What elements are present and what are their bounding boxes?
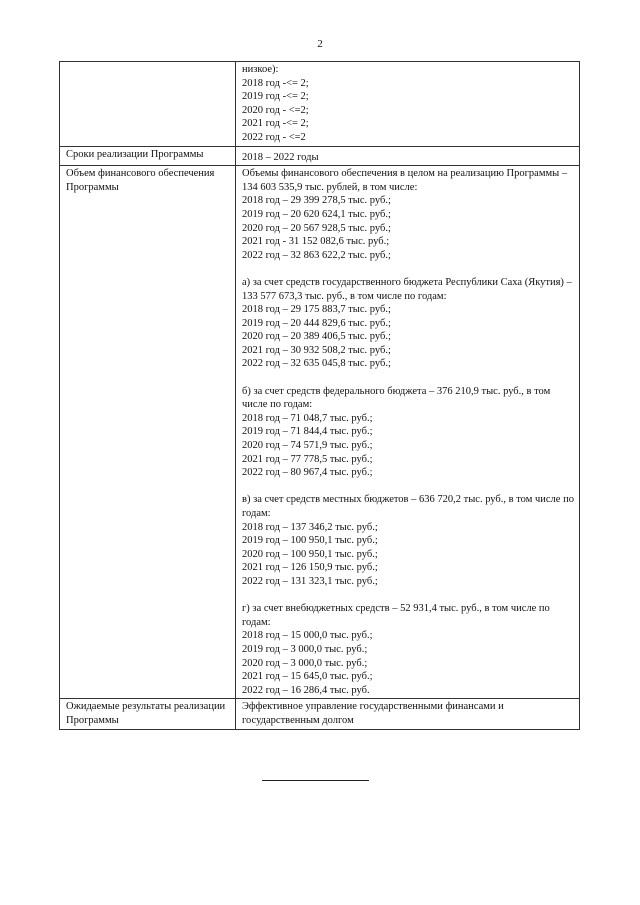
funding-state-year: 2020 год – 20 389 406,5 тыс. руб.; bbox=[242, 331, 391, 343]
funding-federal-year: 2020 год – 74 571,9 тыс. руб.; bbox=[242, 440, 373, 452]
results-value: Эффективное управление государственными финансами и государственным долгом bbox=[242, 701, 504, 726]
funding-local-intro: в) за счет средств местных бюджетов – 636 720,2 тыс. руб., в том числе по годам: bbox=[242, 494, 574, 519]
indicator-line: 2022 год - <=2 bbox=[242, 131, 306, 143]
funding-federal-year: 2021 год – 77 778,5 тыс. руб.; bbox=[242, 453, 373, 465]
indicator-line: низкое): bbox=[242, 64, 279, 75]
indicator-line: 2018 год -<= 2; bbox=[242, 77, 309, 89]
funding-local-year: 2019 год – 100 950,1 тыс. руб.; bbox=[242, 535, 378, 547]
funding-total-year: 2018 год – 29 399 278,5 тыс. руб.; bbox=[242, 195, 391, 207]
table-row-timeline bbox=[60, 146, 580, 166]
funding-label: Объем финансового обеспечения Программы bbox=[66, 168, 215, 193]
funding-extrabudget-year: 2019 год – 3 000,0 тыс. руб.; bbox=[242, 643, 368, 655]
funding-local-year: 2018 год – 137 346,2 тыс. руб.; bbox=[242, 521, 378, 533]
funding-extrabudget-year: 2018 год – 15 000,0 тыс. руб.; bbox=[242, 630, 373, 642]
results-label-cell bbox=[60, 699, 236, 729]
funding-total-year: 2020 год – 20 567 928,5 тыс. руб.; bbox=[242, 222, 391, 234]
funding-total-year: 2021 год - 31 152 082,6 тыс. руб.; bbox=[242, 236, 390, 248]
funding-state-year: 2021 год – 30 932 508,2 тыс. руб.; bbox=[242, 344, 391, 356]
program-passport-table bbox=[59, 61, 580, 730]
footer-divider bbox=[262, 780, 369, 781]
funding-state-year: 2019 год – 20 444 829,6 тыс. руб.; bbox=[242, 317, 391, 329]
funding-local-year: 2022 год – 131 323,1 тыс. руб.; bbox=[242, 575, 378, 587]
results-label: Ожидаемые результаты реализации Программы bbox=[66, 701, 226, 726]
funding-total-year: 2019 год – 20 620 624,1 тыс. руб.; bbox=[242, 208, 391, 220]
indicator-line: 2021 год -<= 2; bbox=[242, 118, 309, 130]
table-row-results bbox=[60, 699, 580, 729]
funding-local-year: 2021 год – 126 150,9 тыс. руб.; bbox=[242, 562, 378, 574]
funding-federal-year: 2019 год – 71 844,4 тыс. руб.; bbox=[242, 426, 373, 438]
timeline-value: 2018 – 2022 годы bbox=[242, 151, 319, 163]
funding-value-cell bbox=[236, 166, 580, 699]
funding-federal-year: 2022 год – 80 967,4 тыс. руб.; bbox=[242, 467, 373, 479]
funding-extrabudget-year: 2022 год – 16 286,4 тыс. руб. bbox=[242, 684, 370, 696]
funding-total-intro: Объемы финансового обеспечения в целом на реализацию Программы – 134 603 535,9 тыс. рублей, в том числе: bbox=[242, 168, 568, 193]
funding-federal-intro: б) за счет средств федерального бюджета – 376 210,9 тыс. руб., в том числе по годам: bbox=[242, 385, 551, 411]
page-number: 2 bbox=[317, 38, 323, 50]
funding-extrabudget-year: 2020 год – 3 000,0 тыс. руб.; bbox=[242, 657, 368, 669]
funding-state-year: 2022 год – 32 635 045,8 тыс. руб.; bbox=[242, 358, 391, 370]
indicator-value-cell bbox=[236, 62, 580, 147]
funding-federal-year: 2018 год – 71 048,7 тыс. руб.; bbox=[242, 412, 373, 424]
timeline-label-cell bbox=[60, 146, 236, 166]
funding-label-cell bbox=[60, 166, 236, 699]
funding-local-year: 2020 год – 100 950,1 тыс. руб.; bbox=[242, 548, 378, 560]
funding-extrabudget-intro: г) за счет внебюджетных средств – 52 931,4 тыс. руб., в том числе по годам: bbox=[242, 603, 550, 628]
indicator-line: 2020 год - <=2; bbox=[242, 104, 309, 116]
funding-state-intro: а) за счет средств государственного бюджета Республики Саха (Якутия) – 133 577 673,3 тыс. руб., в том числе по годам: bbox=[242, 276, 572, 302]
timeline-label: Сроки реализации Программы bbox=[66, 148, 204, 160]
funding-state-year: 2018 год – 29 175 883,7 тыс. руб.; bbox=[242, 304, 391, 316]
indicator-label-cell bbox=[60, 62, 236, 147]
funding-extrabudget-year: 2021 год – 15 645,0 тыс. руб.; bbox=[242, 671, 373, 683]
indicator-line: 2019 год -<= 2; bbox=[242, 91, 309, 103]
table-row-indicator bbox=[60, 62, 580, 147]
results-value-cell bbox=[236, 699, 580, 729]
timeline-value-cell bbox=[236, 146, 580, 166]
funding-total-year: 2022 год – 32 863 622,2 тыс. руб.; bbox=[242, 249, 391, 261]
table-row-funding bbox=[60, 166, 580, 699]
